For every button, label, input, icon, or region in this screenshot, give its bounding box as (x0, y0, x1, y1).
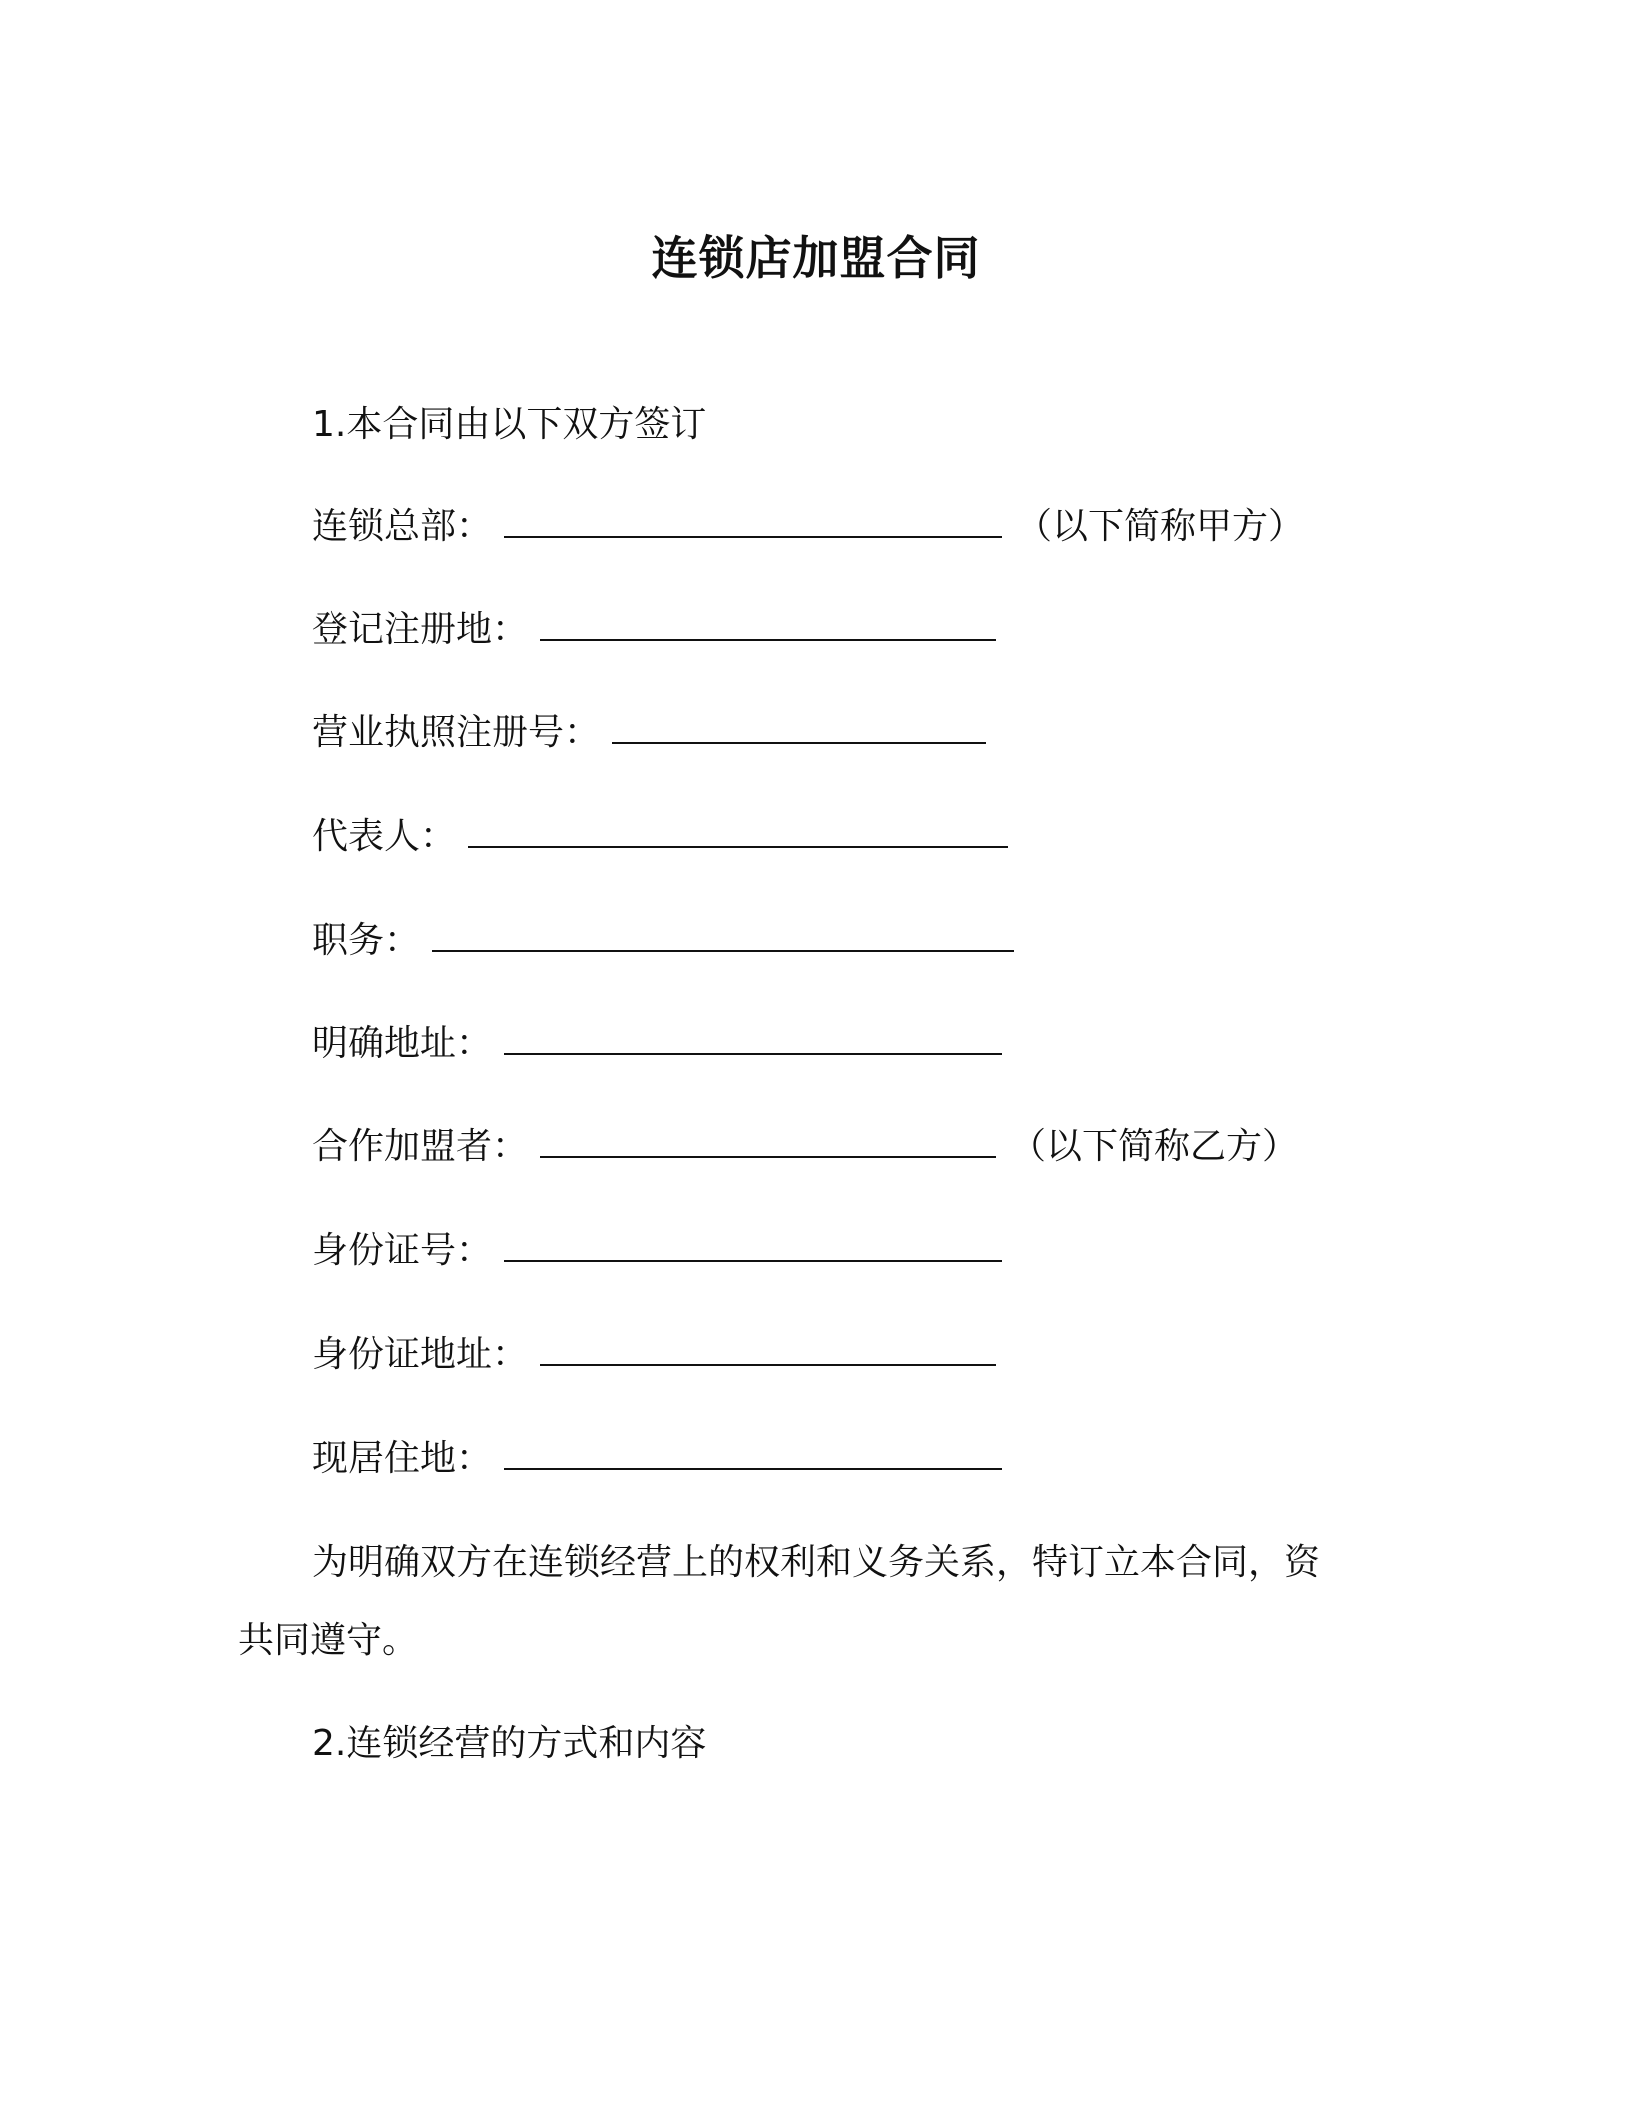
field-label: 营业执照注册号： (312, 712, 601, 753)
field-current-residence (312, 1430, 1002, 1480)
field-label: 明确地址： (312, 1023, 493, 1064)
fill-in-line[interactable] (468, 816, 1008, 848)
field-label: 身份证地址： (312, 1334, 529, 1375)
field-id-number (312, 1222, 1002, 1272)
fill-in-line[interactable] (504, 1438, 1002, 1470)
field-label: 合作加盟者： (312, 1126, 529, 1167)
field-position (312, 912, 1014, 962)
intro-paragraph-line-2: 共同遵守。 (238, 1620, 419, 1661)
field-note: （以下简称甲方） (1016, 506, 1305, 547)
field-registration-place (312, 601, 996, 651)
field-id-address (312, 1326, 996, 1376)
field-note: （以下简称乙方） (1010, 1126, 1299, 1167)
field-label: 代表人： (312, 816, 457, 857)
fill-in-line[interactable] (540, 1126, 996, 1158)
fill-in-line[interactable] (540, 609, 996, 641)
fill-in-line[interactable] (504, 1023, 1002, 1055)
field-address (312, 1015, 1002, 1065)
field-label: 职务： (312, 920, 421, 961)
field-representative (312, 808, 1008, 858)
field-business-license-number (312, 704, 986, 754)
field-label: 连锁总部： (312, 506, 493, 547)
fill-in-line[interactable] (612, 712, 986, 744)
field-label: 身份证号： (312, 1230, 493, 1271)
fill-in-line[interactable] (432, 920, 1014, 952)
document-title: 连锁店加盟合同 (651, 231, 981, 285)
fill-in-line[interactable] (504, 506, 1002, 538)
section-2-heading: 2.连锁经营的方式和内容 (312, 1723, 707, 1764)
field-chain-headquarters (312, 498, 1304, 548)
field-label: 登记注册地： (312, 609, 529, 650)
fill-in-line[interactable] (540, 1334, 996, 1366)
intro-paragraph-line-1: 为明确双方在连锁经营上的权利和义务关系，特订立本合同，资 (312, 1542, 1321, 1583)
field-label: 现居住地： (312, 1438, 493, 1479)
field-franchisee (312, 1118, 1298, 1168)
fill-in-line[interactable] (504, 1230, 1002, 1262)
section-1-heading: 1.本合同由以下双方签订 (312, 404, 707, 445)
